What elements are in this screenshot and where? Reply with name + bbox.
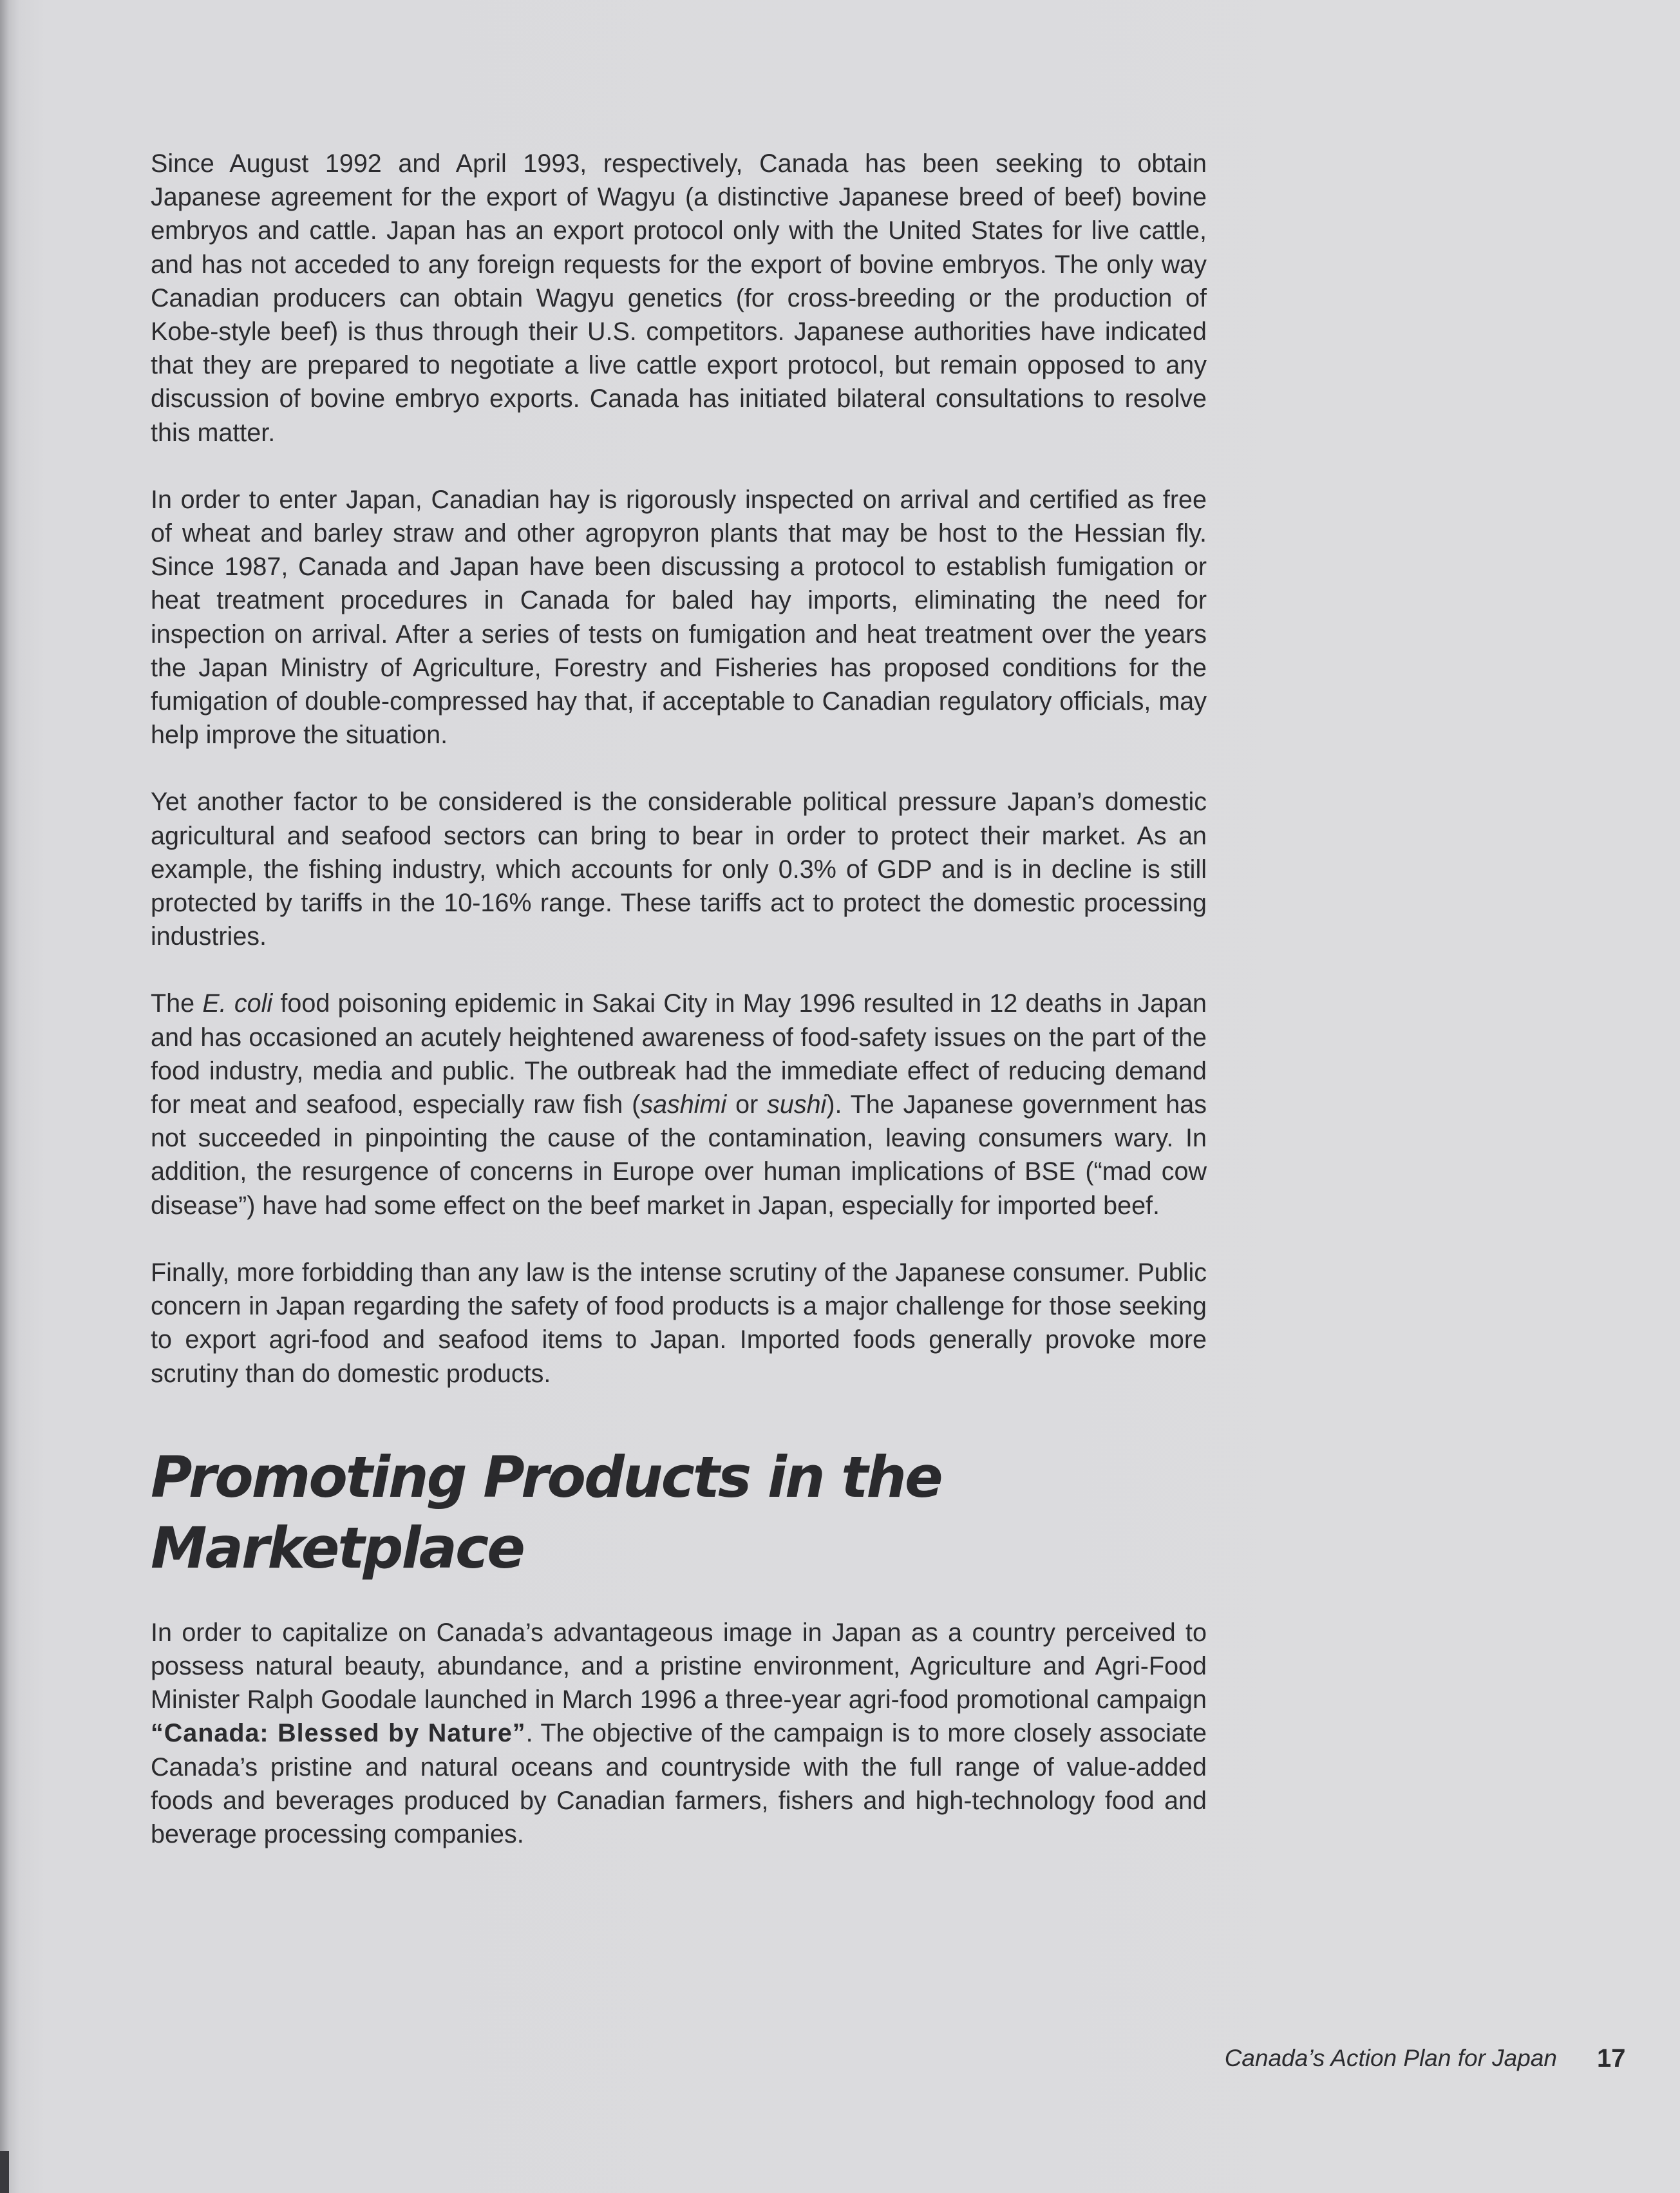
text-run: food poisoning epidemic in Sakai City in May 1996 resulted in 12 deaths in Japan and has occasioned an acutely heightened awareness of food-safety issues on the part of the food industry, media and public. The outbreak had the immediate effect of reducing demand for meat and seafood, especially raw fish (	[151, 989, 1207, 1119]
page-number: 17	[1597, 2044, 1626, 2073]
text-run: ). The Japanese government has not succeeded in pinpointing the cause of the contamination, leaving consumers wary. In addition, the resurgence of concerns in Europe over human implications of BSE (“mad cow disease”) have had some effect on the beef market in Japan, especially for imported beef.	[151, 1090, 1207, 1220]
italic-term-sushi: sushi	[767, 1090, 827, 1119]
text-run: The	[151, 989, 203, 1018]
page-footer	[1095, 2039, 1626, 2078]
text-run: . The objective of the campaign is to more closely associate Canada’s pristine and natural oceans and countryside with the full range of value-added foods and beverages produced by Canadian farmers, fishers and high-technology food and beverage processing companies.	[151, 1719, 1207, 1848]
paragraph-political-pressure: Yet another factor to be considered is the considerable political pressure Japan’s domestic agricultural and seafood sectors can bring to bear in order to protect their market. As an example, the fishing industry, which accounts for only 0.3% of GDP and is in decline is still protected by tariffs in the 10-16% range. These tariffs act to protect the domestic processing industries.	[151, 788, 1207, 951]
section-heading: Promoting Products in the Marketplace	[151, 1443, 941, 1581]
running-footer-title: Canada’s Action Plan for Japan	[1224, 2045, 1557, 2071]
binding-shadow	[0, 2151, 9, 2193]
paragraph-campaign	[151, 1616, 1207, 1851]
body-text	[151, 147, 1207, 1884]
italic-term-ecoli: E. coli	[202, 989, 273, 1018]
paragraph-ecoli	[151, 987, 1207, 1222]
text-run: In order to capitalize on Canada’s advantageous image in Japan as a country perceived to possess natural beauty, abundance, and a pristine environment, Agriculture and Agri-Food Minister Ralph Goodale launched in March 1996 a three-year agri-food promotional campaign	[151, 1618, 1207, 1714]
campaign-name: “Canada: Blessed by Nature”	[151, 1719, 526, 1748]
paragraph-wagyu: Since August 1992 and April 1993, respectively, Canada has been seeking to obtain Japanese agreement for the export of Wagyu (a distinctive Japanese breed of beef) bovine embryos and cattle. Japan has an export protocol only with the United States for live cattle, and has not acceded to any foreign requests for the export of bovine embryos. The only way Canadian producers can obtain Wagyu genetics (for cross-breeding or the production of Kobe-style beef) is thus through their U.S. competitors. Japanese authorities have indicated that they are prepared to negotiate a live cattle export protocol, but remain opposed to any discussion of bovine embryo exports. Canada has initiated bilateral consultations to resolve this matter.	[151, 149, 1207, 447]
paragraph-hay: In order to enter Japan, Canadian hay is rigorously inspected on arrival and certified as free of wheat and barley straw and other agropyron plants that may be host to the Hessian fly. Since 1987, Canada and Japan have been discussing a protocol to establish fumigation or heat treatment procedures in Canada for baled hay imports, eliminating the need for inspection on arrival. After a series of tests on fumigation and heat treatment over the years the Japan Ministry of Agriculture, Forestry and Fisheries has proposed conditions for the fumigation of double-compressed hay that, if acceptable to Canadian regulatory officials, may help improve the situation.	[151, 485, 1207, 750]
italic-term-sashimi: sashimi	[640, 1090, 727, 1119]
text-run: or	[726, 1090, 768, 1119]
paragraph-consumer-scrutiny: Finally, more forbidding than any law is the intense scrutiny of the Japanese consumer. Public concern in Japan regarding the safety of food products is a major challenge for those seeking to export agri-food and seafood items to Japan. Imported foods generally provoke more scrutiny than do domestic products.	[151, 1258, 1207, 1388]
